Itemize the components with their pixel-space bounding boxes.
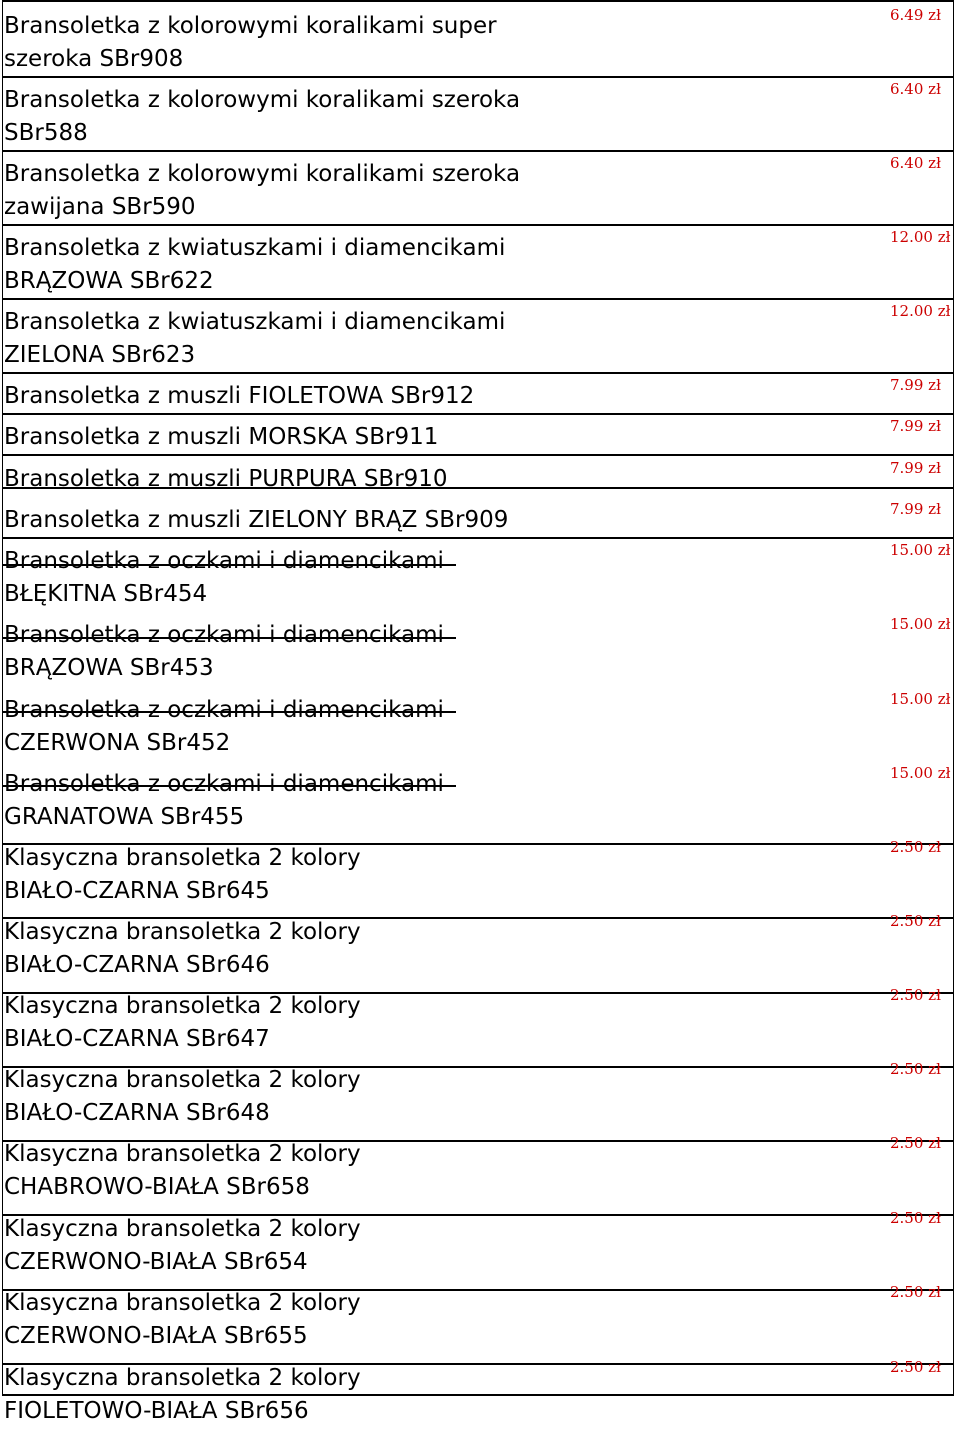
product-name-line2: CZERWONO-BIAŁA SBr654 (4, 1249, 308, 1275)
product-price: 7.99 zł (890, 417, 941, 435)
list-item[interactable] (0, 838, 960, 912)
product-name-line1: Bransoletka z muszli ZIELONY BRĄZ SBr909 (4, 507, 509, 533)
product-price: 15.00 zł (890, 615, 951, 633)
product-price: 6.49 zł (890, 6, 941, 24)
list-item[interactable] (0, 154, 960, 228)
product-name-line1: Klasyczna bransoletka 2 kolory (4, 845, 361, 871)
row-divider (2, 0, 954, 2)
product-name-line2: BRĄZOWA SBr453 (4, 655, 214, 681)
product-price: 7.99 zł (890, 376, 941, 394)
list-item[interactable] (0, 541, 960, 615)
product-name-line2: szeroka SBr908 (4, 46, 184, 72)
list-item[interactable] (0, 764, 960, 838)
product-name-line2: CZERWONA SBr452 (4, 730, 231, 756)
product-price: 6.40 zł (890, 80, 941, 98)
product-name-line1: Klasyczna bransoletka 2 kolory (4, 1290, 361, 1316)
list-item[interactable] (0, 1060, 960, 1134)
product-name-line1: Bransoletka z kolorowymi koralikami szeroka (4, 161, 521, 187)
product-name-line2: GRANATOWA SBr455 (4, 804, 245, 830)
product-name-line1: Bransoletka z kolorowymi koralikami super (4, 13, 497, 39)
product-name-line1: Bransoletka z muszli MORSKA SBr911 (4, 424, 439, 450)
product-name-line1: Klasyczna bransoletka 2 kolory (4, 1141, 361, 1167)
product-name-line1: Bransoletka z muszli PURPURA SBr910 (4, 466, 448, 492)
product-price: 12.00 zł (890, 302, 951, 320)
product-price: 15.00 zł (890, 690, 951, 708)
product-price: 2.50 zł (890, 1134, 941, 1152)
product-name-line2: BIAŁO-CZARNA SBr648 (4, 1100, 270, 1126)
product-price: 2.50 zł (890, 838, 941, 856)
product-price: 2.50 zł (890, 986, 941, 1004)
product-name-line1: Klasyczna bransoletka 2 kolory (4, 993, 361, 1019)
product-name-line2: BIAŁO-CZARNA SBr646 (4, 952, 270, 978)
product-name-line1: Bransoletka z kolorowymi koralikami szeroka (4, 87, 521, 113)
list-item[interactable] (0, 228, 960, 302)
product-price: 2.50 zł (890, 1283, 941, 1301)
product-name-line2: CHABROWO-BIAŁA SBr658 (4, 1174, 310, 1200)
product-price: 12.00 zł (890, 228, 951, 246)
product-price: 15.00 zł (890, 764, 951, 782)
product-price: 6.40 zł (890, 154, 941, 172)
product-name-line2: CZERWONO-BIAŁA SBr655 (4, 1323, 308, 1349)
product-name-line2: SBr588 (4, 120, 88, 146)
product-price: 2.50 zł (890, 1060, 941, 1078)
list-item[interactable] (0, 1209, 960, 1283)
list-item[interactable] (0, 80, 960, 154)
product-name-line2: BŁĘKITNA SBr454 (4, 581, 208, 607)
product-name-line1: Bransoletka z kwiatuszkami i diamencikami (4, 309, 506, 335)
product-name-line1: Klasyczna bransoletka 2 kolory (4, 1216, 361, 1242)
product-name-line2: BIAŁO-CZARNA SBr645 (4, 878, 270, 904)
list-item[interactable] (0, 302, 960, 376)
product-name-line1: Klasyczna bransoletka 2 kolory (4, 919, 361, 945)
product-name-line1: Bransoletka z oczkami i diamencikami (4, 622, 444, 648)
product-name-line1: Klasyczna bransoletka 2 kolory (4, 1365, 361, 1391)
product-name-line1: Bransoletka z oczkami i diamencikami (4, 697, 444, 723)
product-price: 15.00 zł (890, 541, 951, 559)
product-name-line2: BRĄZOWA SBr622 (4, 268, 214, 294)
product-price: 2.50 zł (890, 1358, 941, 1376)
product-name-line2: ZIELONA SBr623 (4, 342, 196, 368)
product-name-line1: Klasyczna bransoletka 2 kolory (4, 1067, 361, 1093)
list-item[interactable] (0, 6, 960, 80)
product-name-line2: FIOLETOWO-BIAŁA SBr656 (4, 1398, 309, 1424)
product-price: 7.99 zł (890, 459, 941, 477)
product-name-line1: Bransoletka z oczkami i diamencikami (4, 771, 444, 797)
product-name-line1: Bransoletka z muszli FIOLETOWA SBr912 (4, 383, 475, 409)
product-price: 2.50 zł (890, 1209, 941, 1227)
product-name-line1: Bransoletka z kwiatuszkami i diamencikami (4, 235, 506, 261)
list-item[interactable] (0, 690, 960, 764)
list-item[interactable] (0, 1283, 960, 1357)
list-item[interactable] (0, 912, 960, 986)
product-name-line2: zawijana SBr590 (4, 194, 196, 220)
product-price: 2.50 zł (890, 912, 941, 930)
list-item[interactable] (0, 615, 960, 689)
product-price: 7.99 zł (890, 500, 941, 518)
product-name-line1: Bransoletka z oczkami i diamencikami (4, 548, 444, 574)
list-item[interactable] (0, 1134, 960, 1208)
list-item[interactable] (0, 986, 960, 1060)
product-name-line2: BIAŁO-CZARNA SBr647 (4, 1026, 270, 1052)
